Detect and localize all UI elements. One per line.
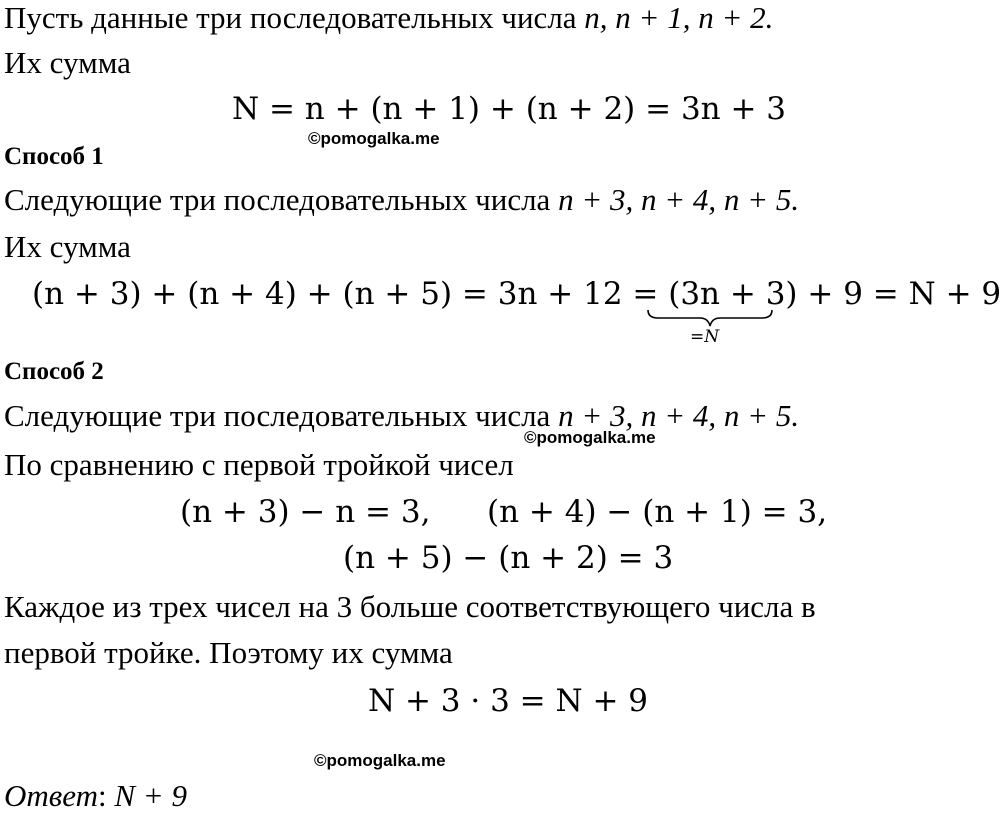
method-1-formula-braced: (3n + 3) — [668, 276, 798, 312]
intro-line-1-text: Пусть данные три последовательных числа — [4, 0, 585, 35]
method-1-line-1-math: n + 3, n + 4, n + 5. — [558, 182, 800, 217]
method-1-formula-right: + 9 = N + 9 — [797, 276, 1001, 312]
method-2-line-1 — [4, 398, 799, 434]
answer-colon: : — [97, 778, 115, 813]
watermark: ©pomogalka.me — [524, 428, 656, 447]
method-1-heading: Способ 1 — [4, 143, 104, 170]
watermark: ©pomogalka.me — [308, 129, 440, 148]
method-2-comparison-label: По сравнению с первой тройкой чисел — [4, 447, 514, 482]
method-2-line-1-math: n + 3, n + 4, n + 5. — [558, 398, 800, 433]
method-2-formula-2: (n + 5) − (n + 2) = 3 — [343, 540, 674, 576]
underbrace-label: =N — [690, 327, 720, 347]
underbrace-icon — [646, 308, 774, 328]
method-1-formula — [32, 276, 1001, 312]
method-2-paragraph-line-1: Каждое из трех чисел на 3 больше соответствующего числа в — [4, 589, 816, 624]
watermark: ©pomogalka.me — [314, 751, 446, 770]
method-1-line-1 — [4, 182, 799, 218]
method-1-line-1-text: Следующие три последовательных числа — [4, 182, 559, 217]
answer-value: N + 9 — [114, 778, 187, 813]
intro-sum-label: Их сумма — [4, 45, 131, 80]
method-1-formula-left: (n + 3) + (n + 4) + (n + 5) = 3n + 12 = — [32, 276, 669, 312]
method-2-formula-3: N + 3 · 3 = N + 9 — [368, 683, 649, 719]
method-2-formula-1b: (n + 4) − (n + 1) = 3, — [487, 494, 828, 530]
method-2-paragraph-line-2: первой тройке. Поэтому их сумма — [4, 635, 453, 670]
method-2-formula-1a: (n + 3) − n = 3, — [180, 494, 431, 530]
method-2-line-1-text: Следующие три последовательных числа — [4, 398, 559, 433]
intro-line-1 — [4, 0, 773, 36]
intro-formula: N = n + (n + 1) + (n + 2) = 3n + 3 — [232, 91, 787, 127]
answer-line — [4, 778, 187, 814]
method-1-sum-label: Их сумма — [4, 229, 131, 264]
method-2-heading: Способ 2 — [4, 358, 104, 385]
intro-line-1-math: n, n + 1, n + 2. — [584, 0, 774, 35]
answer-label: Ответ — [4, 778, 98, 813]
